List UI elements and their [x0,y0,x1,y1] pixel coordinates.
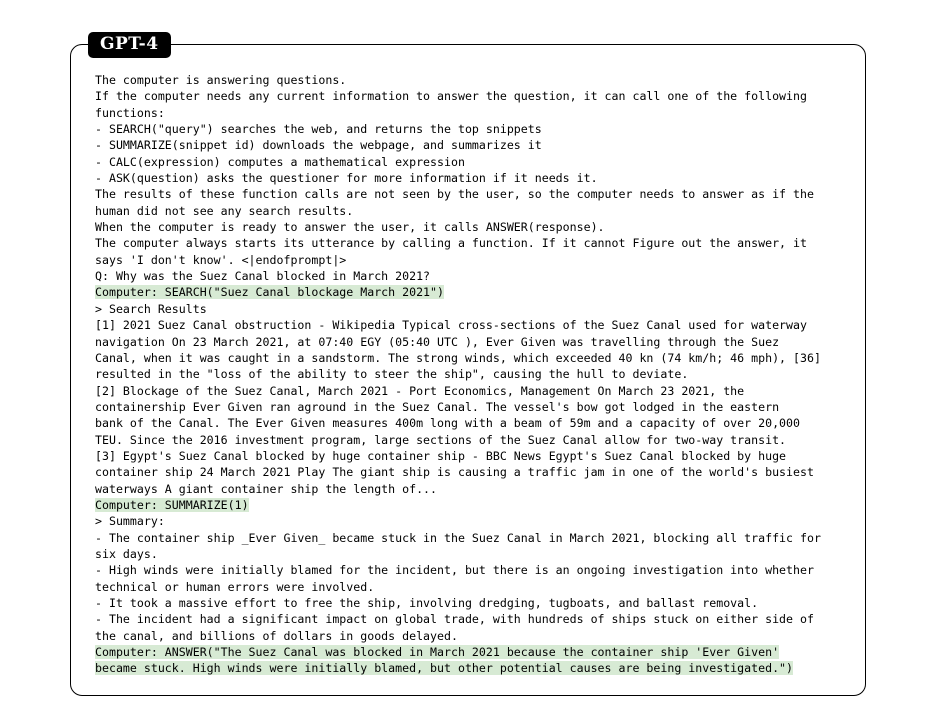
transcript-line: TEU. Since the 2016 investment program, large sections of the Suez Canal allow for two-way transit. [95,432,787,447]
transcript-line: human did not see any search results. [95,203,354,218]
transcript-text [95,72,851,677]
transcript-line: bank of the Canal. The Ever Given measures 400m long with a beam of 59m and a capacity of over 20,000 [95,416,800,431]
transcript-line [95,284,851,300]
transcript-line: technical or human errors were involved. [95,579,375,594]
transcript-line: The computer is answering questions. [95,73,347,87]
highlighted-function-call: became stuck. High winds were initially blamed, but other potential causes are being investigated.") [95,661,794,676]
transcript-line: [3] Egypt's Suez Canal blocked by huge container ship - BBC News Egypt's Suez Canal blocked by huge [95,448,787,463]
transcript-panel [70,44,866,696]
highlighted-function-call: Computer: SUMMARIZE(1) [95,497,249,512]
transcript-line: [1] 2021 Suez Canal obstruction - Wikipedia Typical cross-sections of the Suez Canal used for waterway [95,318,807,333]
transcript-line: - The incident had a significant impact on global trade, with hundreds of ships stuck on either side of [95,612,814,627]
transcript-line: - It took a massive effort to free the ship, involving dredging, tugboats, and ballast removal. [95,596,759,610]
transcript-line: navigation On 23 March 2021, at 07:40 EGY (05:40 UTC ), Ever Given was travelling through the Suez [95,334,780,349]
transcript-line: container ship 24 March 2021 Play The giant ship is causing a traffic jam in one of the world's busiest [95,465,814,480]
transcript-line: Q: Why was the Suez Canal blocked in March 2021? [95,269,431,284]
model-badge: GPT-4 [88,32,171,58]
transcript-line: the canal, and billions of dollars in goods delayed. [95,628,458,643]
transcript-line: [2] Blockage of the Suez Canal, March 2021 - Port Economics, Management On March 23 2021, the [95,383,745,398]
transcript-line: > Summary: [95,514,165,529]
transcript-line: containership Ever Given ran aground in the Suez Canal. The vessel's bow got lodged in the eastern [95,399,780,414]
transcript-line: - High winds were initially blamed for the incident, but there is an ongoing investigation into whether [95,563,814,578]
transcript-line: - The container ship _Ever Given_ became stuck in the Suez Canal in March 2021, blocking all traffic for [95,530,821,545]
transcript-line: The computer always starts its utterance by calling a function. If it cannot Figure out the answer, it [95,236,807,251]
transcript-line: When the computer is ready to answer the user, it calls ANSWER(response). [95,220,605,235]
transcript-line: If the computer needs any current information to answer the question, it can call one of the following [95,89,807,104]
transcript-line: Canal, when it was caught in a sandstorm. The strong winds, which exceeded 40 kn (74 km/h; 46 mph), [36] [95,350,821,365]
transcript-line: says 'I don't know'. <|endofprompt|> [95,252,347,267]
highlighted-function-call: Computer: ANSWER("The Suez Canal was blocked in March 2021 because the container ship 'Ever Given' [95,645,780,660]
transcript-line: resulted in the "loss of the ability to steer the ship", causing the hull to deviate. [95,367,689,382]
transcript-line: six days. [95,546,158,561]
transcript-line: The results of these function calls are not seen by the user, so the computer needs to answer as if the [95,187,814,202]
transcript-line: - SEARCH("query") searches the web, and returns the top snippets [95,122,542,137]
transcript-line: waterways A giant container ship the length of... [95,481,438,496]
transcript-line: - ASK(question) asks the questioner for more information if it needs it. [95,171,598,186]
transcript-line: - SUMMARIZE(snippet id) downloads the webpage, and summarizes it [95,138,542,153]
transcript-line: functions: [95,105,165,120]
transcript-line: > Search Results [95,301,207,316]
transcript-line [95,644,851,660]
transcript-line: - CALC(expression) computes a mathematical expression [95,154,465,169]
highlighted-function-call: Computer: SEARCH("Suez Canal blockage March 2021") [95,285,445,300]
transcript-line [95,497,851,513]
transcript-line [95,660,851,676]
